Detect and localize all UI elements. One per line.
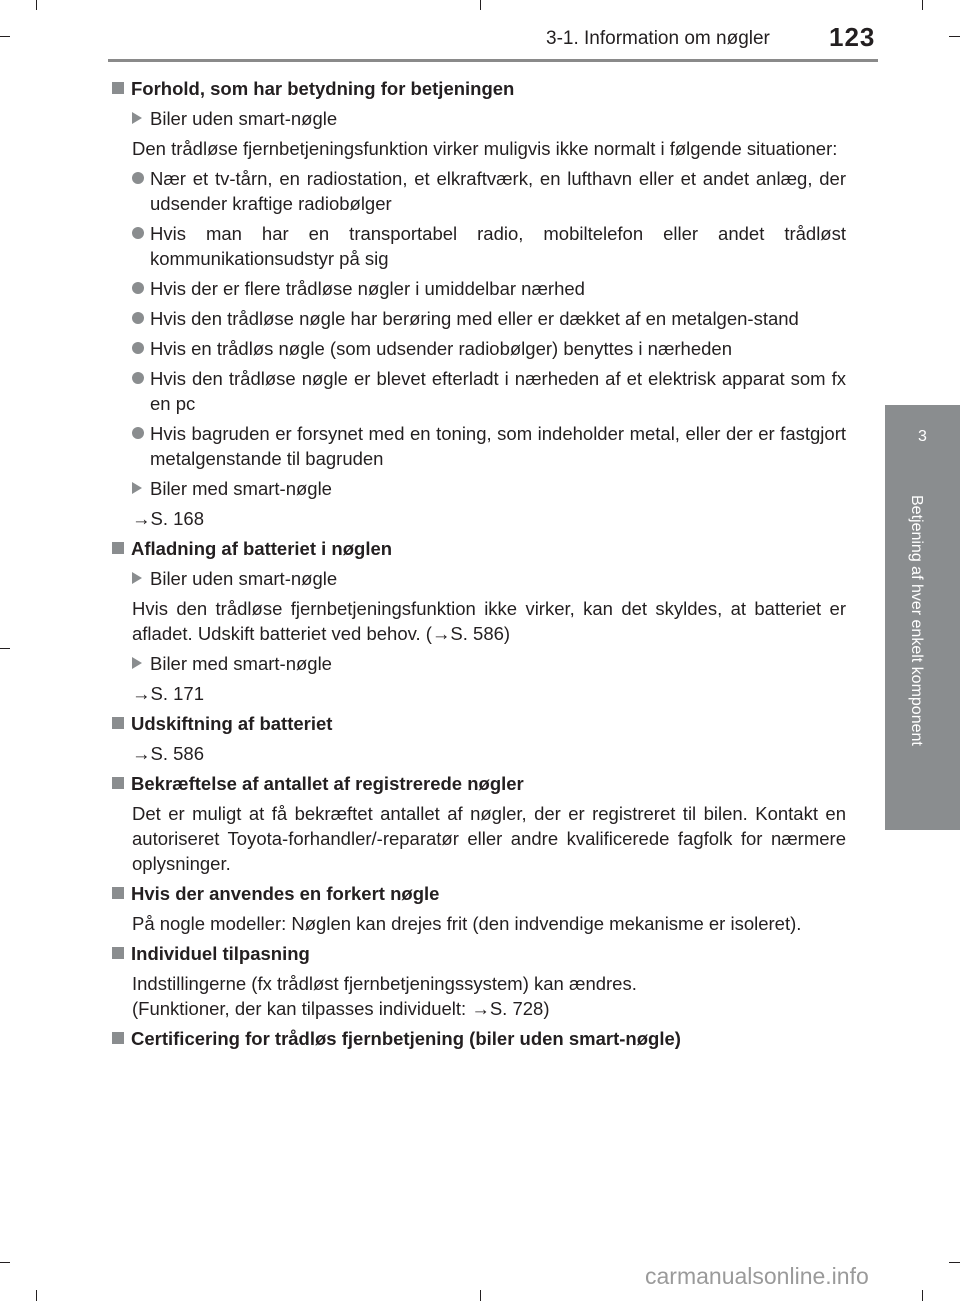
page-reference[interactable]: →S. 586	[132, 743, 204, 764]
page-reference[interactable]: →S. 168	[132, 508, 204, 529]
header-rule	[108, 59, 878, 62]
crop-mark	[480, 1290, 481, 1301]
list-item: Hvis der er flere trådløse nøgler i umiddelbar nærhed	[132, 276, 846, 301]
section-heading: Udskiftning af batteriet	[112, 711, 846, 736]
crop-mark	[949, 1262, 960, 1263]
crop-mark	[480, 0, 481, 10]
circle-bullet-icon	[132, 342, 144, 354]
circle-bullet-icon	[132, 372, 144, 384]
paragraph: (Funktioner, der kan tilpasses individuelt: →S. 728)	[132, 998, 550, 1019]
circle-bullet-icon	[132, 282, 144, 294]
subheading: Biler med smart-nøgle	[132, 651, 846, 676]
paragraph: Hvis den trådløse fjernbetjeningsfunktion ikke virker, kan det skyldes, at batteriet er afladet. Udskift batteriet ved behov. (→S. 586)	[132, 598, 846, 644]
watermark: carmanualsonline.info	[645, 1263, 869, 1289]
crop-mark	[0, 1262, 10, 1263]
crop-mark	[0, 648, 10, 649]
circle-bullet-icon	[132, 172, 144, 184]
subheading: Biler uden smart-nøgle	[132, 106, 846, 131]
list-item: Hvis en trådløs nøgle (som udsender radiobølger) benyttes i nærheden	[132, 336, 846, 361]
crop-mark	[36, 0, 37, 10]
circle-bullet-icon	[132, 312, 144, 324]
section-heading: Hvis der anvendes en forkert nøgle	[112, 881, 846, 906]
chapter-number: 3	[918, 428, 927, 445]
square-bullet-icon	[112, 542, 124, 554]
section-heading: Forhold, som har betydning for betjeningen	[112, 76, 846, 101]
subheading: Biler uden smart-nøgle	[132, 566, 846, 591]
triangle-bullet-icon	[132, 572, 142, 584]
triangle-bullet-icon	[132, 657, 142, 669]
section-heading: Certificering for trådløs fjernbetjening (biler uden smart-nøgle)	[112, 1026, 846, 1051]
paragraph: Indstillingerne (fx trådløst fjernbetjeningssystem) kan ændres.	[132, 973, 637, 994]
square-bullet-icon	[112, 887, 124, 899]
section-heading: Bekræftelse af antallet af registrerede nøgler	[112, 771, 846, 796]
paragraph: Det er muligt at få bekræftet antallet af nøgler, der er registreret til bilen. Kontakt en autoriseret Toyota-forhandler/-reparatør eller andre kvalificerede fagfolk for nærmere oplysninger.	[132, 803, 846, 874]
square-bullet-icon	[112, 717, 124, 729]
square-bullet-icon	[112, 947, 124, 959]
square-bullet-icon	[112, 82, 124, 94]
square-bullet-icon	[112, 777, 124, 789]
crop-mark	[922, 0, 923, 10]
page-number: 123	[829, 22, 876, 52]
list-item: Hvis man har en transportabel radio, mobiltelefon eller andet trådløst kommunikationsudstyr på sig	[132, 221, 846, 271]
list-item: Hvis den trådløse nøgle er blevet efterladt i nærheden af et elektrisk apparat som fx en pc	[132, 366, 846, 416]
crop-mark	[949, 36, 960, 37]
header-section-title: 3-1. Information om nøgler	[546, 28, 770, 49]
list-item: Nær et tv-tårn, en radiostation, et elkraftværk, en lufthavn eller et andet anlæg, der udsender kraftige radiobølger	[132, 166, 846, 216]
paragraph: Den trådløse fjernbetjeningsfunktion virker muligvis ikke normalt i følgende situationer:	[132, 138, 838, 159]
subheading: Biler med smart-nøgle	[132, 476, 846, 501]
triangle-bullet-icon	[132, 482, 142, 494]
crop-mark	[922, 1290, 923, 1301]
circle-bullet-icon	[132, 227, 144, 239]
circle-bullet-icon	[132, 427, 144, 439]
crop-mark	[36, 1290, 37, 1301]
chapter-title: Betjening af hver enkelt komponent	[908, 495, 925, 746]
paragraph: På nogle modeller: Nøglen kan drejes frit (den indvendige mekanisme er isoleret).	[132, 913, 802, 934]
list-item: Hvis den trådløse nøgle har berøring med eller er dækket af en metalgen-stand	[132, 306, 846, 331]
triangle-bullet-icon	[132, 112, 142, 124]
page-reference[interactable]: →S. 171	[132, 683, 204, 704]
page-content	[112, 76, 846, 1056]
square-bullet-icon	[112, 1032, 124, 1044]
section-heading: Individuel tilpasning	[112, 941, 846, 966]
crop-mark	[0, 36, 10, 37]
list-item: Hvis bagruden er forsynet med en toning, som indeholder metal, eller der er fastgjort metalgenstande til bagruden	[132, 421, 846, 471]
section-heading: Afladning af batteriet i nøglen	[112, 536, 846, 561]
